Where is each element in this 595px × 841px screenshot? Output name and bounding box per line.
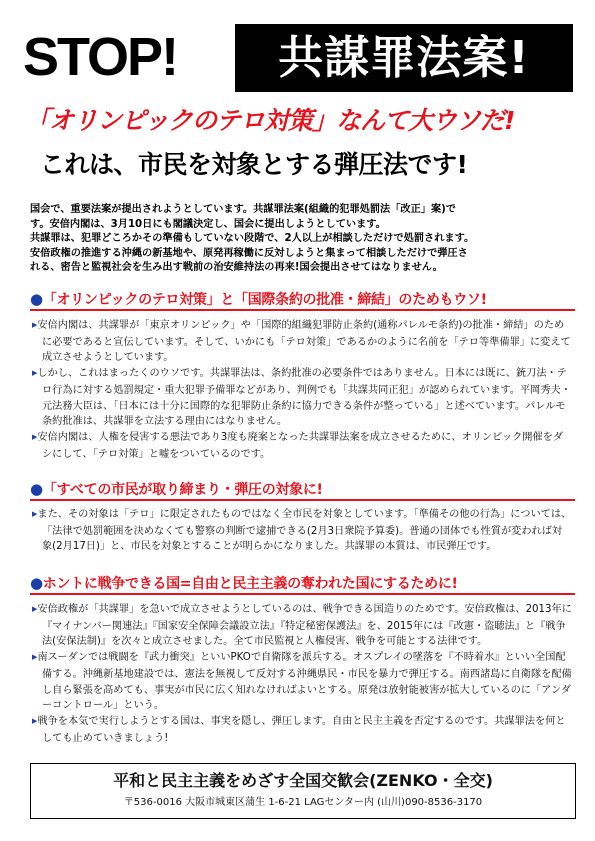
footer-box (30, 763, 576, 819)
stop-heading: STOP! (23, 27, 178, 87)
intro-line: れる、密告と監視社会を生み出す戦前の治安維持法の再来!国会提出させてはなりません。 (30, 262, 443, 274)
section-body-olympics (32, 318, 572, 462)
intro-line: 安倍政権の推進する沖縄の新基地や、原発再稼働に反対しようと集まって相談しただけで弾圧さ (30, 247, 468, 259)
section-body-citizens (32, 507, 572, 555)
section-paragraph: ▶ 安倍政権が「共謀罪」を急いで成立させようとしているのは、戦争できる国造りのためです。安倍政権は、2013年に『マイナンバー関連法』『国家安全保障会議設立法』『特定秘密保護法』を、2015年には『改憲・盗聴法』と『戦争法(安保法制)』を次々と成立させました。全て市民監視と人権侵害、戦争を可能とする法律です。 (32, 602, 572, 650)
section-paragraph: ▶ 南スーダンでは戦闘を『武力衝突』といいPKOで自衛隊を派兵する。オスプレイの墜落を『不時着水』といい全国配備する。沖縄新基地建設では、憲法を無視して反対する沖縄県民・市民を暴力で弾圧する。南西諸島に自衛隊を配備し自ら緊張を高めても、事実が市民に広く知れなければよいとする。原発は放射能被害が拡大しているのに「アンダーコントロール」という。 (32, 650, 572, 714)
section-heading-olympics (30, 289, 575, 311)
intro-line: す。安倍内閣は、3月10日にも閣議決定し、国会に提出しようとしています。 (30, 218, 386, 230)
header (23, 22, 573, 94)
section-heading-war (30, 573, 575, 595)
section-heading-text: 「すべての市民が取り締まり・弾圧の対象に! (42, 482, 323, 498)
organization-name: 平和と民主主義をめざす全国交歓会(ZENKO・全交) (113, 771, 493, 790)
title-box: 共謀罪法案! (235, 24, 573, 92)
bullet-dot-icon: ● (30, 480, 43, 498)
section-heading-text: ホントに戦争できる国=自由と民主主義の奪われた国にするために! (42, 576, 458, 592)
section-heading-text: 「オリンピックのテロ対策」と「国際条約の批准・締結」のためもウソ! (42, 292, 487, 308)
section-paragraph: ▶ また、その対象は「テロ」に限定されたものではなく全市民を対象としています。「準備その他の行為」については、「法律で処罰範囲を決めなくても警察の判断で逮捕できる(2月3日衆院予算委)。普通の団体でも性質が変われば対象(2月17日)」と、市民を対象とすることが明らかになりました。共謀罪の本質は、市民弾圧です。 (32, 507, 572, 555)
section-paragraph: ▶ 安倍内閣は、共謀罪が「東京オリンピック」や「国際的組織犯罪防止条約(通称パレルモ条約)の批准・締結」のために必要であると宣伝しています。そして、いかにも「テロ対策」であるかのように名前を「テロ等準備罪」に変えて成立させようとしています。 (32, 318, 572, 366)
subtitle-red: 「オリンピックのテロ対策」なんて大ウソだ! (25, 106, 515, 135)
section-heading-citizens (30, 479, 575, 501)
bullet-dot-icon: ● (30, 290, 43, 308)
bullet-dot-icon: ● (30, 574, 43, 592)
section-paragraph: ▶ しかし、これはまったくのウソです。共謀罪法は、条約批准の必要条件ではありません。日本には既に、銃刀法・テロ行為に対する処罰規定・重大犯罪予備罪などがあり、判例でも「共謀共同正犯」が認められています。平岡秀夫・元法務大臣は、「日本には十分に国際的な犯罪防止条約に協力できる条件が整っている」と述べています。パレルモ条約批准は、共謀罪を立法する理由にはなりません。 (32, 366, 572, 430)
intro-line: 共謀罪は、犯罪どころかその準備もしていない段階で、2人以上が相談しただけで処罰されます。 (30, 233, 475, 245)
section-body-war (32, 602, 572, 746)
subtitle-black: これは、市民を対象とする弾圧法です! (40, 150, 468, 179)
organization-address: 〒536-0016 大阪市城東区蒲生 1-6-21 LAGセンター内 (山川)090-8536-3170 (123, 797, 483, 808)
section-paragraph: ▶ 戦争を本気で実行しようとする国は、事実を隠し、弾圧します。自由と民主主義を否定するのです。共謀罪法を何としても止めていきましょう! (32, 714, 572, 746)
intro-paragraph (30, 203, 575, 276)
intro-line: 国会で、重要法案が提出されようとしています。共謀罪法案(組織的犯罪処罰法「改正」案)で (30, 204, 456, 215)
section-paragraph: ▶ 安倍内閣は、人権を侵害する悪法であり3度も廃案となった共謀罪法案を成立させるために、オリンピック開催をダシにして、「テロ対策」と嘘をついているのです。 (32, 430, 572, 462)
